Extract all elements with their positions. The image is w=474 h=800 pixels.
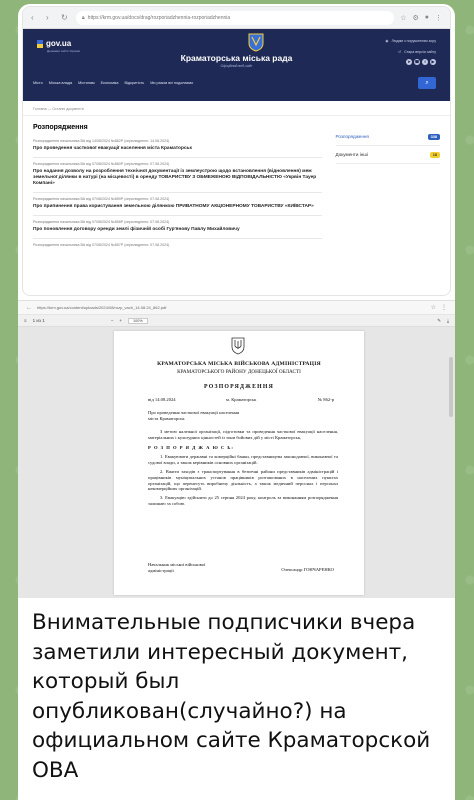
doc-title[interactable]: Про поновлення договору оренди землі фізичній особі Гур'янову Павлу Михайловичу [33,227,240,232]
count-badge: 18 [430,152,440,158]
youtube-icon[interactable]: ▶ [431,59,435,64]
flag-icon [37,40,43,48]
doc-subject: Про проведення часткової евакуації населення міста Краматорськ [148,410,240,421]
page-counter[interactable]: 1 из 1 [32,318,45,323]
doc-number: № 862-р [317,397,334,402]
main-content [23,116,450,255]
menu-item-authority[interactable]: Міська влада [48,81,73,85]
doc-meta: Розпорядження начальника ВА від 07/08/2024 №859Р (оприлюднено: 07.08.2024) [33,197,170,201]
breadcrumb[interactable]: Головна — Останні документи [23,101,450,116]
website-screenshot[interactable] [22,6,451,296]
browser-toolbar [23,7,450,29]
zoom-in-icon[interactable]: + [119,318,123,323]
site-header [23,29,450,101]
doc-header: КРАМАТОРСЬКА МІСЬКА ВІЙСЬКОВА АДМІНІСТРАЦІЯ [157,361,321,367]
doc-date: від 14.08.2024 [148,397,176,402]
draw-icon[interactable]: ✎ [437,317,441,323]
doc-title[interactable]: Про надання дозволу на розроблення технічної документації із землеустрою щодо встановлення (відновлення) меж земельної ділянки в натурі (на місцевості) в оренду ТОВАРИСТВУ З ОБМЕЖЕНОЮ ВІДПОВІДАЛЬНІСТЮ «Укрвін Тауер Компані» [33,169,317,186]
doc-meta: Розпорядження начальника ВА від 07/08/2024 №860Р (оприлюднено: 07.08.2024) [33,162,170,166]
star-icon[interactable]: ☆ [400,14,407,22]
main-menu [33,81,193,85]
menu-item-residents[interactable]: Містянам [78,81,95,85]
pdf-screenshot[interactable] [18,300,455,598]
list-item[interactable] [33,135,322,158]
doc-title[interactable]: Про припинення права користування земельною ділянкою ПРИВАТНОМУ АКЦІОНЕРНОМУ ТОВАРИСТВУ «КИЇВСТАР» [33,204,314,209]
sidebar-item-orders[interactable] [336,128,440,146]
govua-logo[interactable]: gov.ua [37,39,71,48]
profile-icon[interactable]: ● [424,14,429,21]
lock-icon: 🔒︎ [82,14,85,21]
refresh-icon: ↺ [398,50,402,54]
address-bar[interactable] [37,303,426,313]
site-subtitle: Офіційний веб-сайт [220,64,253,68]
old-version-link[interactable]: ↺ Стара версія сайту [398,50,436,54]
eye-icon: ◉ [385,39,389,43]
doc-paragraph-1: 1. Евакуювати державні та комерційні банки, представництва законодавчої, виконавчої та судової влади, а також керівників основних організацій. [148,454,338,466]
menu-item-city[interactable]: Місто [33,81,43,85]
menu-item-together[interactable]: Ми разом всі подолаємо [150,81,194,85]
list-item[interactable] [33,239,322,255]
site-title[interactable]: Краматорська міська рада [180,53,293,63]
section-heading: Розпорядження [33,124,88,131]
count-badge: 338 [428,134,440,140]
govua-subtitle: Державні сайти України [47,49,81,53]
back-icon[interactable]: ‹ [31,13,34,22]
doc-meta: Розпорядження начальника ВА від 14/08/2024 №862Р (оприлюднено: 14.08.2024) [33,139,170,143]
doc-subheader: КРАМАТОРСЬКОГО РАЙОНУ ДОНЕЦЬКОЇ ОБЛАСТІ [177,369,301,375]
doc-paragraph-2: 2. Вжити заходів з транспортування в безпечні райони представників адміністрацій і працівників муніципальних установ працівників розташованих в населених пунктах організацій, що перенесуть виробничу діяльність, а також медичний персонал і персонал некомерційних організацій. [148,468,338,492]
pdf-viewport[interactable] [18,327,455,598]
facebook-icon[interactable]: f [422,59,428,65]
doc-type: РОЗПОРЯДЖЕННЯ [204,384,274,390]
menu-icon[interactable]: ⋮ [435,14,442,22]
star-icon[interactable]: ☆ [430,305,436,311]
doc-meta: Розпорядження начальника ВА від 07/08/2024 №858Р (оприлюднено: 07.08.2024) [33,220,170,224]
doc-body [148,429,338,510]
coat-of-arms-icon [247,32,265,52]
social-links [406,59,436,65]
message-card [18,4,455,800]
doc-preamble: З метою належної організації, підготовки та проведення часткової евакуації населення, матеріальних і культурних цінностей із зони бойових дій у місті Краматорськ, [148,429,338,440]
address-text: https://krm.gov.ua/content/uploads/2024/08/rozp_vach_14.08.24_862.pdf [37,305,167,310]
menu-item-economy[interactable]: Економіка [100,81,119,85]
sidebar-item-label: Розпорядження [335,134,369,139]
search-button[interactable] [418,77,436,89]
doc-meta: Розпорядження начальника ВА від 07/08/2024 №857Р (оприлюднено: 07.08.2024) [33,243,170,247]
doc-place: м. Краматорськ [226,397,257,402]
forward-icon[interactable]: › [46,13,49,22]
accessibility-link[interactable]: ◉ Людям з порушенням зору [385,39,436,43]
pdf-toolbar [18,315,455,327]
documents-list [33,124,322,255]
sidebar-item-label: Документи інші [335,152,369,157]
doc-paragraph-3: 3. Евакуацію здійснити до 25 серпня 2024 року, контроль за виконанням розпорядження залишаю за собою. [148,495,338,506]
download-icon[interactable]: ⤓ [447,318,449,323]
list-item[interactable] [33,158,322,193]
message-text: Внимательные подписчики вчера заметили интересный документ, который был опубликован(случайно?) на официальном сайте Краматорской ОВА [32,610,431,783]
menu-item-openness[interactable]: Відкритість [124,81,145,85]
list-item[interactable] [33,216,322,239]
trident-icon [231,337,245,355]
signature-title: Начальник міської військової адміністрації [148,562,206,573]
reload-icon[interactable]: ↻ [61,13,68,22]
sidebar-item-other-docs[interactable] [336,146,440,164]
telegram-icon[interactable]: ➤ [407,59,411,64]
pdf-page [114,331,364,595]
doc-order-word: Р О З П О Р Я Д Ж А Ю С Ь: [148,444,234,450]
zoom-select[interactable]: 100% [128,318,148,324]
sidebar-toggle-icon[interactable]: ≡ [24,318,27,323]
address-text: https://krm.gov.ua/docs/drag/rozporiadzhennia-rozporiadzhennia [87,14,231,21]
list-item[interactable] [33,193,322,216]
signature-name: Олександр ГОНЧАРЕНКО [281,567,334,572]
zoom-out-icon[interactable]: − [110,318,114,323]
address-bar[interactable] [76,11,394,25]
search-icon: ⌕ [425,80,429,86]
browser-toolbar [18,301,455,315]
back-icon[interactable]: ← [26,304,32,311]
extensions-icon[interactable]: ⚙ [412,14,419,22]
menu-icon[interactable]: ⋮ [441,305,447,311]
scrollbar[interactable] [449,357,453,417]
viber-icon[interactable]: ☎ [414,59,420,64]
sidebar [336,124,440,255]
doc-title[interactable]: Про проведення часткової евакуації населення міста Краматорськ [33,146,192,151]
